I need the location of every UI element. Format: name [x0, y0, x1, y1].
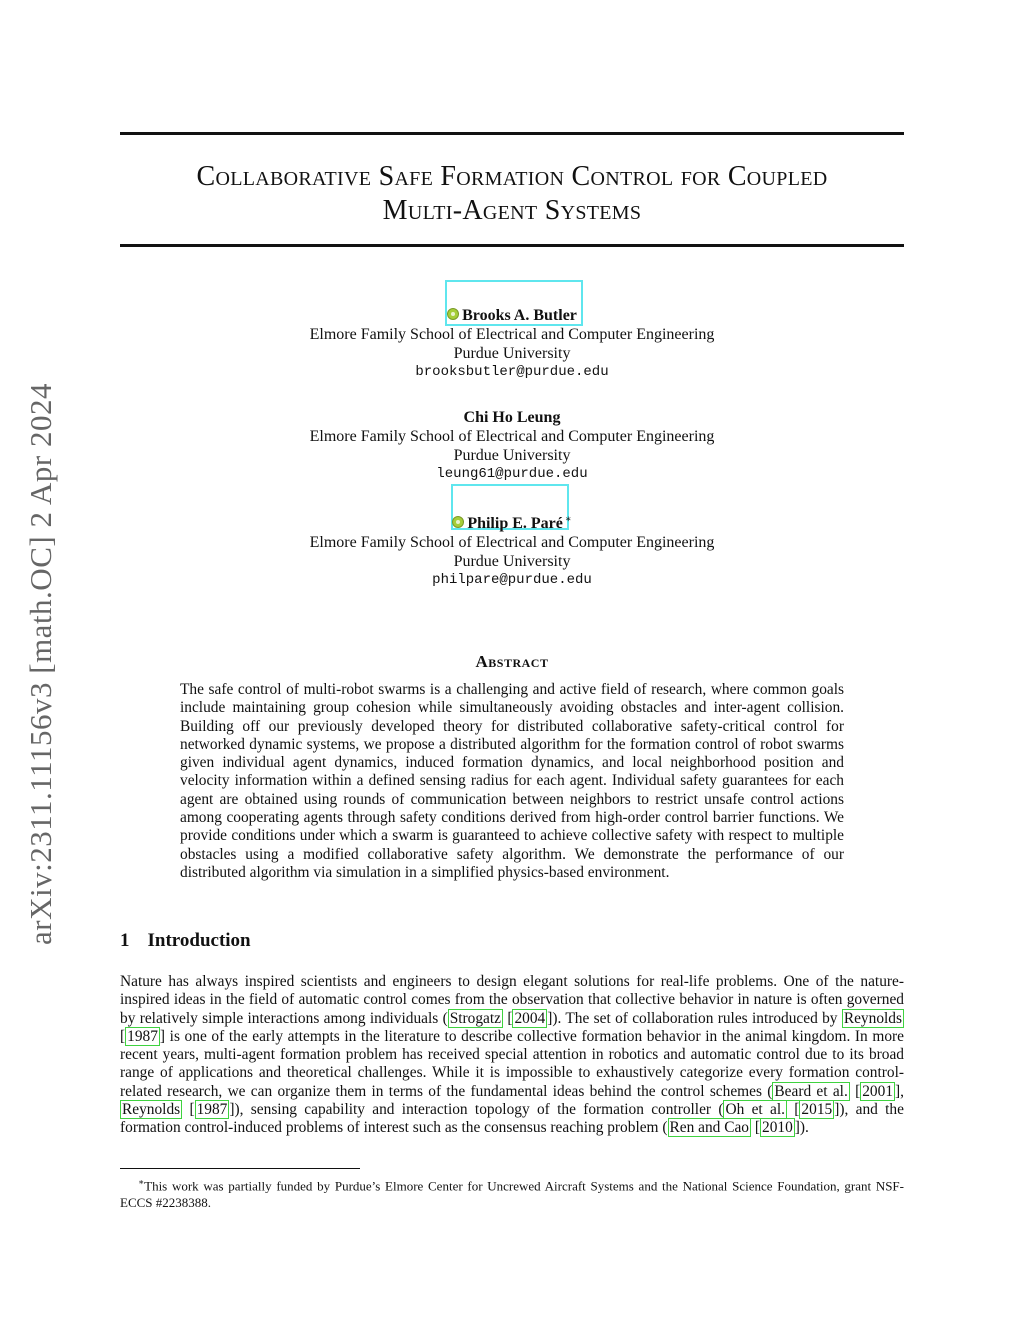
intro-paragraph: Nature has always inspired scientists and engineers to design elegant solutions for real-life problems. One of the nature-inspired ideas in the field of automatic control comes from the observation that collective behavior in nature is often governed by relatively simple interactions among individuals ( Strogatz [ 2004 ]). The set of collaboration rules introduced by Reynolds [ 1987 ] is one of the early attempts in the literature to describe collective formation behavior in the animal kingdom. In more recent years, multi-agent formation problem has received special attention in robotics and automatic control due to its broad range of applications and theoretical challenges. While it is impossible to exhaustively categorize every formation control-related research, we can organize them in terms of the fundamental ideas behind the control schemes ( Beard et al. [ 2001 ], Reynolds [ 1987 ]), sensing capability and interaction topology of the formation controller ( Oh et al. [ 2015 ]), and the formation control-induced problems of interest such as the consensus reaching problem ( Ren and Cao [ 2010 ]).: [120, 973, 904, 1137]
author-email[interactable]: brooksbutler@purdue.edu: [415, 364, 609, 380]
author-2: [0, 408, 1024, 484]
orcid-icon[interactable]: [447, 308, 459, 320]
author-1: [0, 306, 1024, 382]
citation-link[interactable]: Oh et al.: [725, 1101, 785, 1119]
title-line-1: Collaborative Safe Formation Control for Coupled: [196, 161, 828, 192]
citation-link[interactable]: Reynolds: [122, 1101, 181, 1119]
footnote-mark[interactable]: ∗: [564, 514, 572, 525]
author-affiliation: Elmore Family School of Electrical and Computer Engineering: [309, 326, 715, 343]
author-affiliation: Elmore Family School of Electrical and Computer Engineering: [309, 534, 715, 551]
section-number: 1: [120, 930, 130, 951]
citation-year-link[interactable]: 2010: [762, 1119, 793, 1137]
section-heading: [120, 930, 251, 952]
orcid-icon[interactable]: [452, 516, 464, 528]
paper-title: [120, 160, 904, 228]
intro-text: Nature has always inspired scientists and engineers to design elegant solutions for real-life problems. One of the nature-inspired ideas in the field of automatic control comes from the observation that collective behavior in nature is often governed by relatively simple interactions among individuals (: [120, 973, 904, 1027]
citation-year-link[interactable]: 2004: [514, 1009, 546, 1027]
intro-text: ), sensing capability and interaction topology of the formation controller (: [234, 1101, 724, 1119]
author-3: [0, 510, 1024, 590]
footnote-text: This work was partially funded by Purdue’s Elmore Center for Uncrewed Aircraft Systems and the National Science Foundation, grant NSF-ECCS #2238388.: [120, 1178, 904, 1211]
intro-text: ).: [799, 1119, 809, 1137]
citation-link[interactable]: Strogatz: [449, 1009, 501, 1027]
footnote-rule: [120, 1168, 360, 1169]
author-block: [0, 306, 1024, 616]
intro-text: ), and the formation control-induced problems of interest such as the consensus reaching problem (: [120, 1101, 904, 1137]
arxiv-sidebar-stamp[interactable]: arXiv:2311.11156v3 [math.OC] 2 Apr 2024: [23, 383, 58, 945]
author-email[interactable]: philpare@purdue.edu: [432, 572, 592, 588]
citation-link[interactable]: Reynolds: [843, 1009, 902, 1027]
abstract-heading: Abstract: [475, 652, 549, 671]
section-title: Introduction: [147, 930, 251, 951]
author-name[interactable]: Philip E. Paré: [467, 515, 563, 532]
title-line-2: Multi-Agent Systems: [382, 195, 642, 226]
author-university: Purdue University: [453, 344, 571, 362]
citation-year-link[interactable]: 1987: [127, 1027, 158, 1045]
footnote: [120, 1174, 904, 1211]
footnote-mark: ∗: [138, 1177, 145, 1187]
author-email[interactable]: leung61@purdue.edu: [436, 466, 588, 482]
title-top-rule: [120, 132, 904, 135]
author-affiliation: Elmore Family School of Electrical and Computer Engineering: [309, 428, 715, 445]
author-name: Chi Ho Leung: [463, 409, 561, 426]
title-bottom-rule: [120, 244, 904, 247]
citation-link[interactable]: Beard et al.: [774, 1082, 848, 1100]
intro-text: is one of the early attempts in the literature to describe collective formation behavior in the animal kingdom. In more recent years, multi-agent formation problem has received special attention in robotics and automatic control due to its broad range of applications and theoretical challenges. While it is impossible to exhaustively categorize every formation control-related research, we can organize them in terms of the fundamental ideas behind the control schemes (: [120, 1027, 904, 1100]
intro-text: ). The set of collaboration rules introduced by: [552, 1009, 842, 1027]
abstract-text: The safe control of multi-robot swarms is a challenging and active field of research, where common goals include maintaining group cohesion while simultaneously avoiding obstacles and inter-agent collision. Building off our previously developed theory for distributed collaborative safety-critical control for networked dynamic systems, we propose a distributed algorithm for the formation control of robot swarms given individual agent dynamics, induced formation dynamics, and local neighborhood position and velocity information within a defined sensing radius for each agent. Individual safety guarantees for each agent are obtained using rounds of communication between neighbors to restrict unsafe control actions among cooperating agents through safety conditions derived from high-order control barrier functions. We provide conditions under which a swarm is guaranteed to achieve collective safety with respect to multiple obstacles using a modified collaborative safety algorithm. We demonstrate the performance of our distributed algorithm via simulation in a simplified physics-based environment.: [180, 681, 844, 881]
author-university: Purdue University: [453, 552, 571, 570]
author-name[interactable]: Brooks A. Butler: [462, 307, 577, 324]
citation-year-link[interactable]: 1987: [196, 1101, 228, 1119]
citation-year-link[interactable]: 2001: [862, 1082, 894, 1100]
author-university: Purdue University: [453, 446, 571, 464]
citation-year-link[interactable]: 2015: [801, 1101, 833, 1119]
citation-link[interactable]: Ren and Cao: [669, 1119, 750, 1137]
